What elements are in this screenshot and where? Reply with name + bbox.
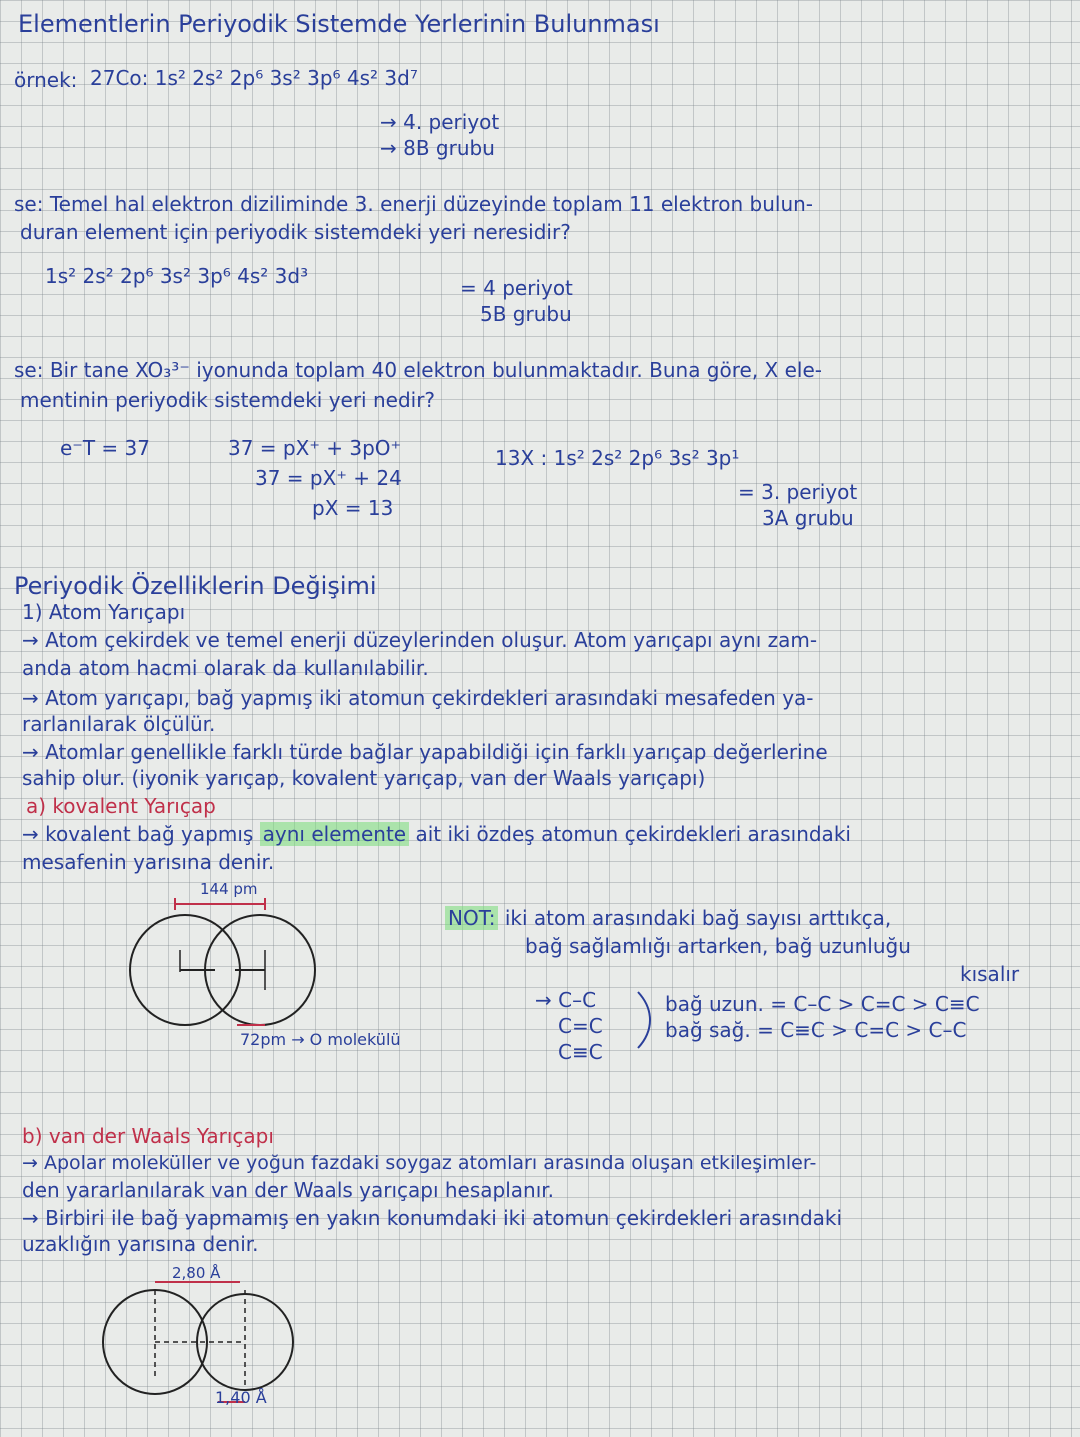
bond-strength-order: bağ sağ. = C≡C > C=C > C–C [665,1018,967,1042]
bullet3-line1: → Atomlar genellikle farklı türde bağlar yapabildiği için farklı yarıçap değerlerine [22,740,828,764]
question2-answer-period: = 3. periyot [738,480,858,504]
example-result-group: → 8B grubu [380,136,495,160]
question2-step1: 37 = pX⁺ + 3pO⁺ [228,436,402,460]
covalent-radius-diagram [125,890,325,1050]
covalent-distance-label: 144 pm [200,880,258,898]
question1-config: 1s² 2s² 2p⁶ 3s² 3p⁶ 4s² 3d³ [45,264,309,288]
vdw-bullet1-line2: den yararlanılarak van der Waals yarıçapı hesaplanır. [22,1178,555,1202]
question2-answer-group: 3A grubu [762,506,854,530]
note-text1: iki atom arasındaki bağ sayısı arttıkça, [504,906,892,930]
question2-line1: se: Bir tane XO₃³⁻ iyonunda toplam 40 elektron bulunmaktadır. Buna göre, X ele- [14,358,822,382]
bond-double: C=C [558,1014,603,1038]
note-line3: kısalır [960,962,1020,986]
question2-line2: mentinin periyodik sistemdeki yeri nedir? [20,388,436,412]
vdw-bullet2-line1: → Birbiri ile bağ yapmamış en yakın konumdaki iki atomun çekirdekleri arasındaki [22,1206,843,1230]
question1-line1: se: Temel hal elektron diziliminde 3. enerji düzeyinde toplam 11 elektron bulun- [14,192,814,216]
question1-answer-group: 5B grubu [480,302,572,326]
vdw-title: b) van der Waals Yarıçapı [22,1124,274,1148]
page-title: Elementlerin Periyodik Sistemde Yerlerinin Bulunması [18,10,660,38]
bullet1-line2: anda atom hacmi olarak da kullanılabilir. [22,656,429,680]
example-label: örnek: [14,68,78,92]
bullet3-line2: sahip olur. (iyonik yarıçap, kovalent yarıçap, van der Waals yarıçapı) [22,766,706,790]
vdw-half-label: 1,40 Å [215,1388,267,1407]
question2-config: 13X : 1s² 2s² 2p⁶ 3s² 3p¹ [495,446,740,470]
question1-line2: duran element için periyodik sistemdeki yeri neresidir? [20,220,571,244]
vdw-bullet2-line2: uzaklığın yarısına denir. [22,1232,259,1256]
note-label: NOT: [445,906,498,930]
covalent-highlight: aynı elemente [260,822,409,846]
question1-answer-period: = 4 periyot [460,276,573,300]
section-subtitle-atom-radius: 1) Atom Yarıçapı [22,600,186,624]
bond-single: → C–C [535,988,597,1012]
note-line2: bağ sağlamlığı artarken, bağ uzunluğu [525,934,911,958]
covalent-def-part2: iki özdeş atomun çekirdekleri arasındaki [441,822,851,846]
bullet2-line1: → Atom yarıçapı, bağ yapmış iki atomun çekirdekleri arasındaki mesafeden ya- [22,686,814,710]
vdw-radius-diagram [100,1270,300,1420]
brace-icon [636,990,656,1050]
bond-triple: C≡C [558,1040,603,1064]
covalent-def-line1 [22,822,851,846]
covalent-radius-title: a) kovalent Yarıçap [26,794,216,818]
covalent-half-label: 72pm → O molekülü [240,1030,401,1049]
bullet1-line1: → Atom çekirdek ve temel enerji düzeylerinden oluşur. Atom yarıçapı aynı zam- [22,628,818,652]
question2-step3: pX = 13 [312,496,394,520]
note-line1 [445,906,891,930]
vdw-distance-label: 2,80 Å [172,1264,221,1282]
covalent-def-part1: → kovalent bağ yapmış aynı elemente ait [22,822,442,846]
example-result-period: → 4. periyot [380,110,500,134]
question2-step2: 37 = pX⁺ + 24 [255,466,402,490]
covalent-def-line2: mesafenin yarısına denir. [22,850,275,874]
example-config: 27Co: 1s² 2s² 2p⁶ 3s² 3p⁶ 4s² 3d⁷ [90,66,418,90]
bullet2-line2: rarlanılarak ölçülür. [22,712,216,736]
bond-length-order: bağ uzun. = C–C > C=C > C≡C [665,992,980,1016]
question2-electrons: e⁻T = 37 [60,436,150,460]
section-title: Periyodik Özelliklerin Değişimi [14,572,377,600]
vdw-bullet1-line1: → Apolar moleküller ve yoğun fazdaki soygaz atomları arasında oluşan etkileşimler- [22,1152,817,1174]
